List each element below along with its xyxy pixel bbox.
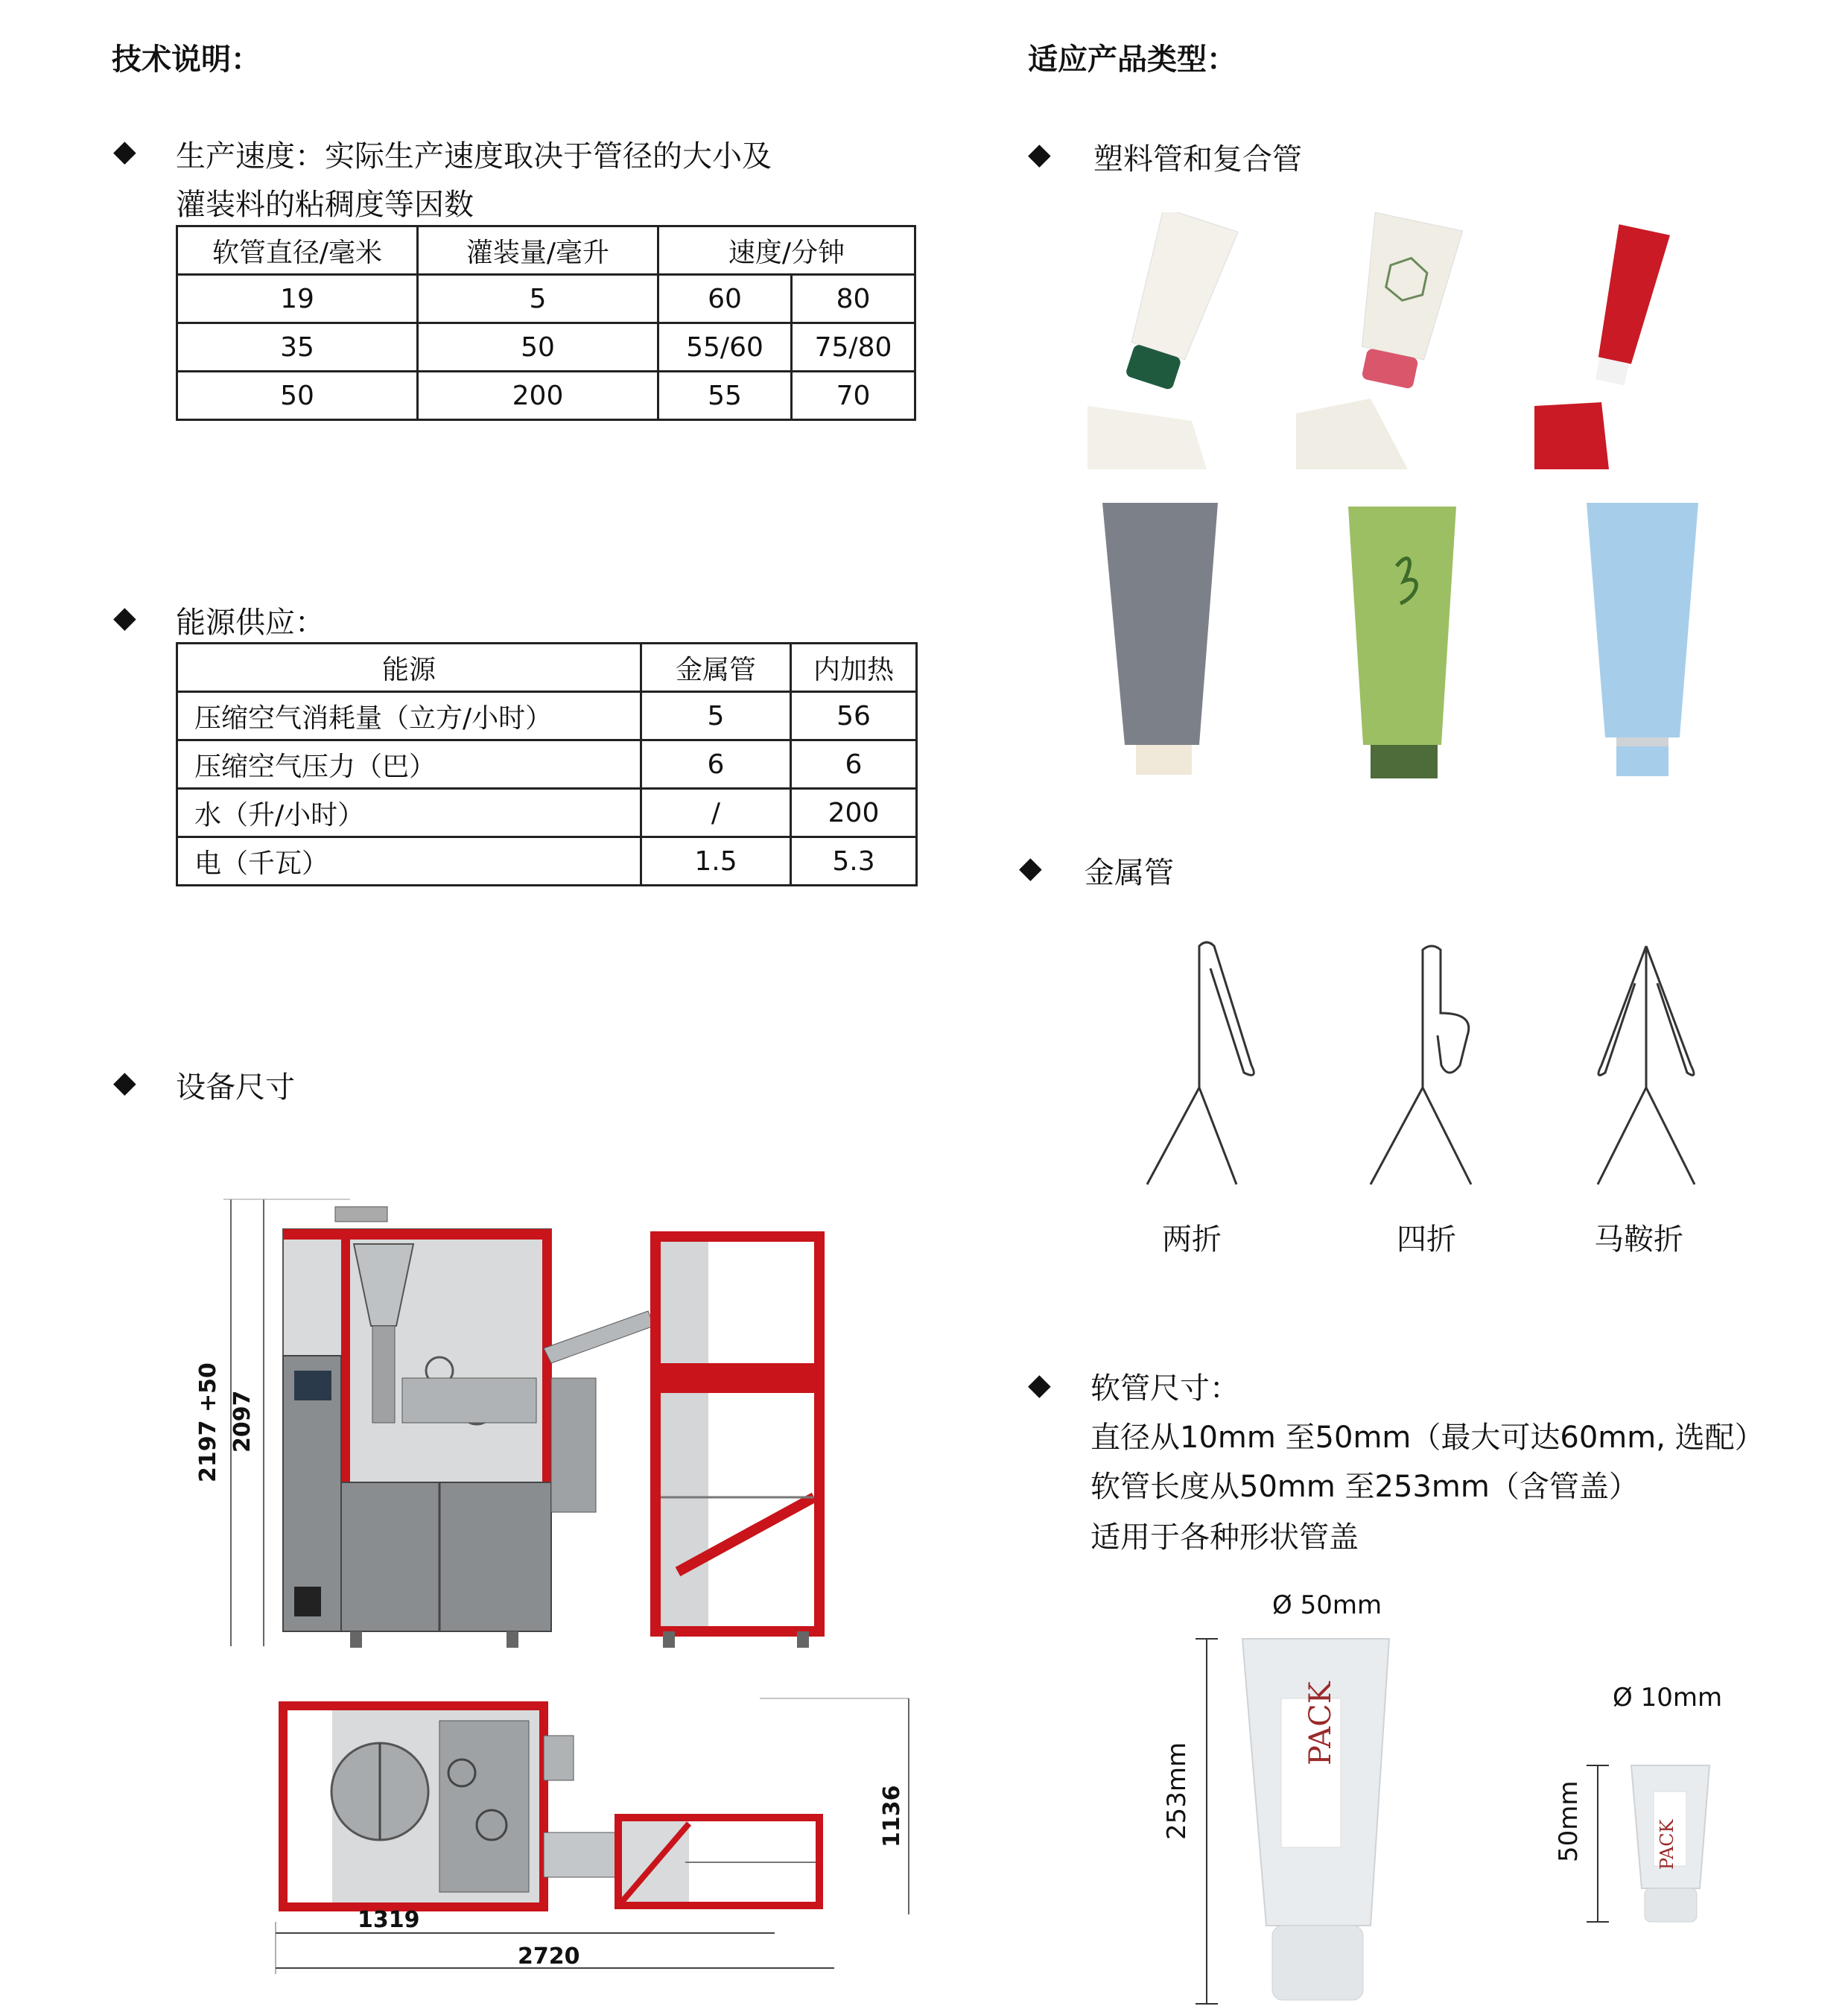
brand-logo-small: PACK	[1657, 1819, 1677, 1870]
metal-title: 金属管	[1085, 856, 1174, 890]
size-line: 直径从10mm 至50mm（最大可达60mm, 选配）	[1090, 1421, 1765, 1455]
speed-text-line2: 灌装料的粘稠度等因数	[176, 188, 474, 222]
table-header-row	[177, 226, 915, 275]
table-row	[177, 323, 915, 372]
bullet-icon: ◆	[1019, 851, 1042, 885]
big-length-label: 253mm	[1162, 1742, 1192, 1840]
size-line: 适用于各种形状管盖	[1090, 1520, 1359, 1555]
speed-table	[176, 225, 916, 421]
table-cell: 19	[177, 275, 418, 323]
size-line: 软管长度从50mm 至253mm（含管盖）	[1090, 1470, 1639, 1504]
machine-top-drawing	[268, 1691, 924, 1981]
table-cell: 6	[641, 740, 791, 789]
table-header: 灌装量/毫升	[418, 226, 658, 275]
table-cell: 压缩空气消耗量（立方/小时）	[177, 692, 641, 740]
table-cell: 5	[418, 275, 658, 323]
bullet-icon: ◆	[1028, 1368, 1051, 1402]
bullet-icon: ◆	[1028, 137, 1051, 171]
bullet-icon: ◆	[113, 600, 136, 635]
table-header-row	[177, 644, 917, 692]
width-part-label: 1319	[358, 1907, 420, 1933]
table-cell: 1.5	[641, 837, 791, 886]
table-cell: 55	[658, 372, 792, 420]
energy-title: 能源供应：	[176, 606, 325, 640]
height-inner-label: 2097	[229, 1390, 255, 1453]
table-row	[177, 837, 917, 886]
dimensions-title: 设备尺寸	[176, 1070, 295, 1105]
table-cell: 70	[792, 372, 915, 420]
plastic-tubes-photo-2	[1102, 499, 1736, 782]
table-row	[177, 275, 915, 323]
fold-label: 两折	[1162, 1222, 1222, 1257]
table-header: 金属管	[641, 644, 791, 692]
small-length-label: 50mm	[1554, 1780, 1584, 1862]
tube-size-illustration	[1184, 1631, 1736, 2008]
table-cell: 55/60	[658, 323, 792, 372]
table-cell: 50	[418, 323, 658, 372]
table-cell: 80	[792, 275, 915, 323]
brand-logo-big: PACK	[1304, 1681, 1338, 1765]
table-cell: 75/80	[792, 323, 915, 372]
table-cell: 5	[641, 692, 791, 740]
size-title: 软管尺寸：	[1090, 1371, 1239, 1406]
bullet-icon: ◆	[113, 134, 136, 168]
table-cell: 5.3	[791, 837, 917, 886]
depth-label: 1136	[879, 1785, 905, 1847]
table-cell: 电（千瓦）	[177, 837, 641, 886]
fold-label: 四折	[1397, 1222, 1456, 1257]
bullet-icon: ◆	[113, 1065, 136, 1099]
machine-front-drawing	[201, 1184, 842, 1661]
table-cell: 60	[658, 275, 792, 323]
table-header: 速度/分钟	[658, 226, 915, 275]
table-row	[177, 372, 915, 420]
table-cell: /	[641, 789, 791, 837]
big-diameter-label: Ø 50mm	[1272, 1590, 1382, 1620]
table-row	[177, 692, 917, 740]
fold-diagrams	[1140, 939, 1728, 1192]
table-header: 软管直径/毫米	[177, 226, 418, 275]
table-cell: 6	[791, 740, 917, 789]
energy-table	[176, 642, 918, 886]
right-heading: 适应产品类型：	[1028, 42, 1236, 77]
table-cell: 压缩空气压力（巴）	[177, 740, 641, 789]
table-cell: 35	[177, 323, 418, 372]
table-row	[177, 789, 917, 837]
plastic-title: 塑料管和复合管	[1093, 142, 1302, 177]
table-cell: 200	[791, 789, 917, 837]
plastic-tubes-photo	[1087, 212, 1743, 469]
small-diameter-label: Ø 10mm	[1613, 1683, 1723, 1713]
width-total-label: 2720	[518, 1943, 580, 1970]
table-cell: 50	[177, 372, 418, 420]
fold-label: 马鞍折	[1594, 1222, 1683, 1257]
table-header: 内加热	[791, 644, 917, 692]
table-header: 能源	[177, 644, 641, 692]
table-cell: 56	[791, 692, 917, 740]
table-row	[177, 740, 917, 789]
speed-text-line1: 生产速度：实际生产速度取决于管径的大小及	[176, 139, 772, 174]
left-heading: 技术说明：	[112, 42, 261, 77]
table-cell: 水（升/小时）	[177, 789, 641, 837]
table-cell: 200	[418, 372, 658, 420]
height-outer-label: 2197 +50	[195, 1362, 221, 1482]
